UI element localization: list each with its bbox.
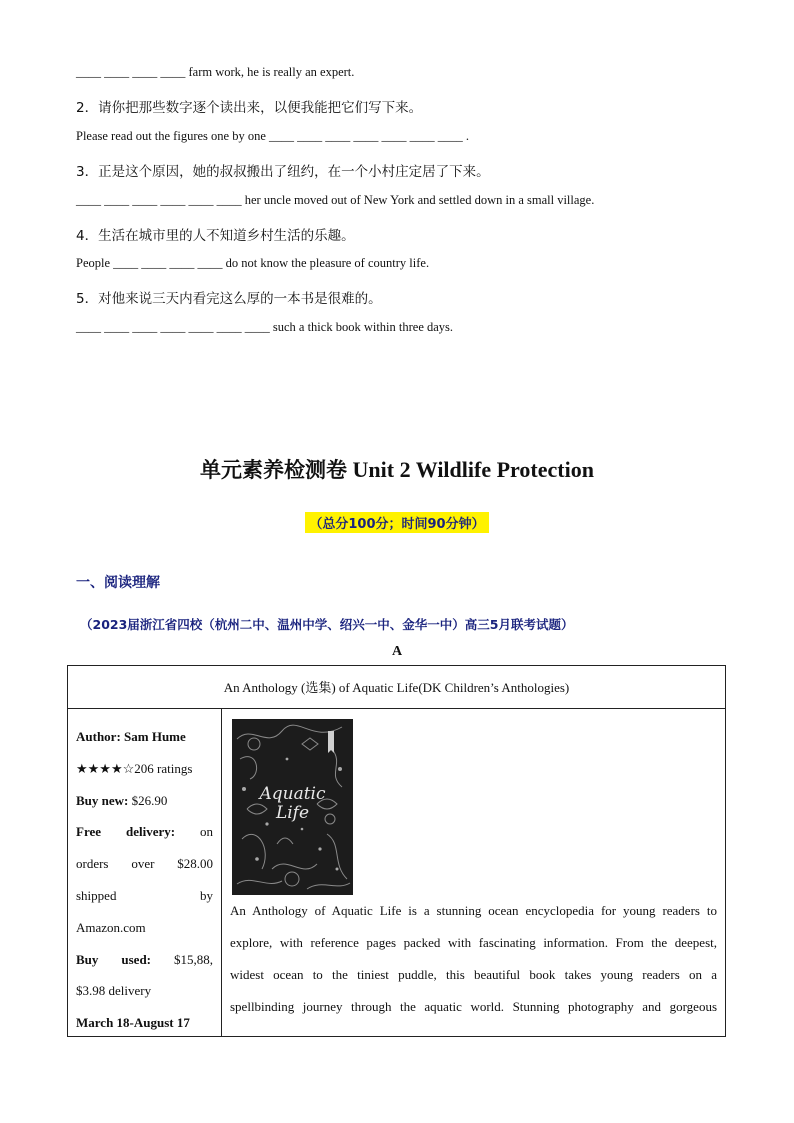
buy-used-word-2: used:: [121, 951, 152, 967]
question-3-english: ____ ____ ____ ____ ____ ____ her uncle moved out of New York and settled down in a small village.: [76, 193, 595, 207]
buy-used-row: [76, 944, 213, 976]
book-cover-title-line-2: Life: [275, 803, 310, 823]
question-5-chinese: 5．对他来说三天内看完这么厚的一本书是很难的。: [76, 291, 382, 307]
orders-row: [76, 848, 213, 880]
passage-source: （2023届浙江省四校（杭州二中、温州中学、绍兴一中、金华一中）高三5月联考试题）: [80, 617, 574, 632]
orders-word-2: over: [131, 856, 155, 872]
question-2-english: Please read out the figures one by one ____ ____ ____ ____ ____ ____ ____ .: [76, 129, 469, 143]
unit-subtitle: （总分100分；时间90分钟）: [305, 512, 488, 533]
orders-word-1: orders: [76, 856, 109, 872]
free-delivery-word-1: Free: [76, 824, 102, 840]
book-cover-title: [232, 785, 353, 823]
book-ratings: ★★★★☆206 ratings: [76, 760, 193, 776]
description-line: An Anthology of Aquatic Life is a stunning ocean encyclopedia for young readers to: [230, 903, 717, 918]
unit-title-english: Unit 2 Wildlife Protection: [352, 457, 594, 482]
section-heading: 一、阅读理解: [76, 575, 160, 591]
book-description: [230, 895, 717, 1023]
orders-threshold: $28.00: [177, 856, 213, 872]
book-cover-title-line-1: Aquatic: [259, 784, 326, 804]
buy-used-price: $15,88,: [174, 951, 213, 967]
buy-new-label: Buy new:: [76, 792, 129, 808]
used-delivery: $3.98 delivery: [76, 983, 152, 999]
free-delivery-word-3: on: [200, 824, 213, 840]
description-line: spellbinding journey through the aquatic world. Stunning photography and gorgeous: [230, 999, 717, 1014]
question-4-chinese: 4．生活在城市里的人不知道乡村生活的乐趣。: [76, 228, 355, 244]
shipped-row: [76, 880, 213, 912]
description-line: explore, with reference pages packed with fascinating information. From the deepest,: [230, 935, 717, 950]
passage-label: A: [391, 644, 403, 659]
question-4-english: People ____ ____ ____ ____ do not know the pleasure of country life.: [76, 256, 430, 270]
book-cover-image: [232, 719, 353, 895]
book-table-header: An Anthology (选集) of Aquatic Life(DK Children’s Anthologies): [68, 666, 725, 709]
shipped-word-2: by: [200, 887, 213, 903]
amazon-text: Amazon.com: [76, 919, 146, 935]
question-5-english: ____ ____ ____ ____ ____ ____ ____ such a thick book within three days.: [76, 320, 454, 334]
free-delivery-row: [76, 816, 213, 848]
book-info-column: [68, 709, 222, 1036]
book-description-column: [222, 709, 725, 1036]
unit-title: [0, 454, 794, 484]
unit-subtitle-wrap: [0, 512, 794, 533]
delivery-dates: March 18-August 17: [76, 1015, 190, 1031]
book-author: Author: Sam Hume: [76, 729, 186, 744]
shipped-word-1: shipped: [76, 887, 117, 903]
free-delivery-word-2: delivery:: [125, 824, 176, 840]
buy-new-price: $26.90: [131, 792, 168, 808]
buy-used-word-1: Buy: [76, 951, 99, 967]
unit-title-chinese: 单元素养检测卷: [200, 458, 348, 482]
description-line: widest ocean to the tiniest puddle, this beautiful book takes young readers on a: [230, 967, 717, 982]
buy-new-row: [76, 785, 213, 817]
question-2-chinese: 2．请你把那些数字逐个读出来，以便我能把它们写下来。: [76, 100, 423, 116]
exercise-line-1: ____ ____ ____ ____ farm work, he is really an expert.: [76, 65, 355, 79]
book-table: [67, 665, 726, 1037]
question-3-chinese: 3．正是这个原因，她的叔叔搬出了纽约，在一个小村庄定居了下来。: [76, 164, 490, 180]
